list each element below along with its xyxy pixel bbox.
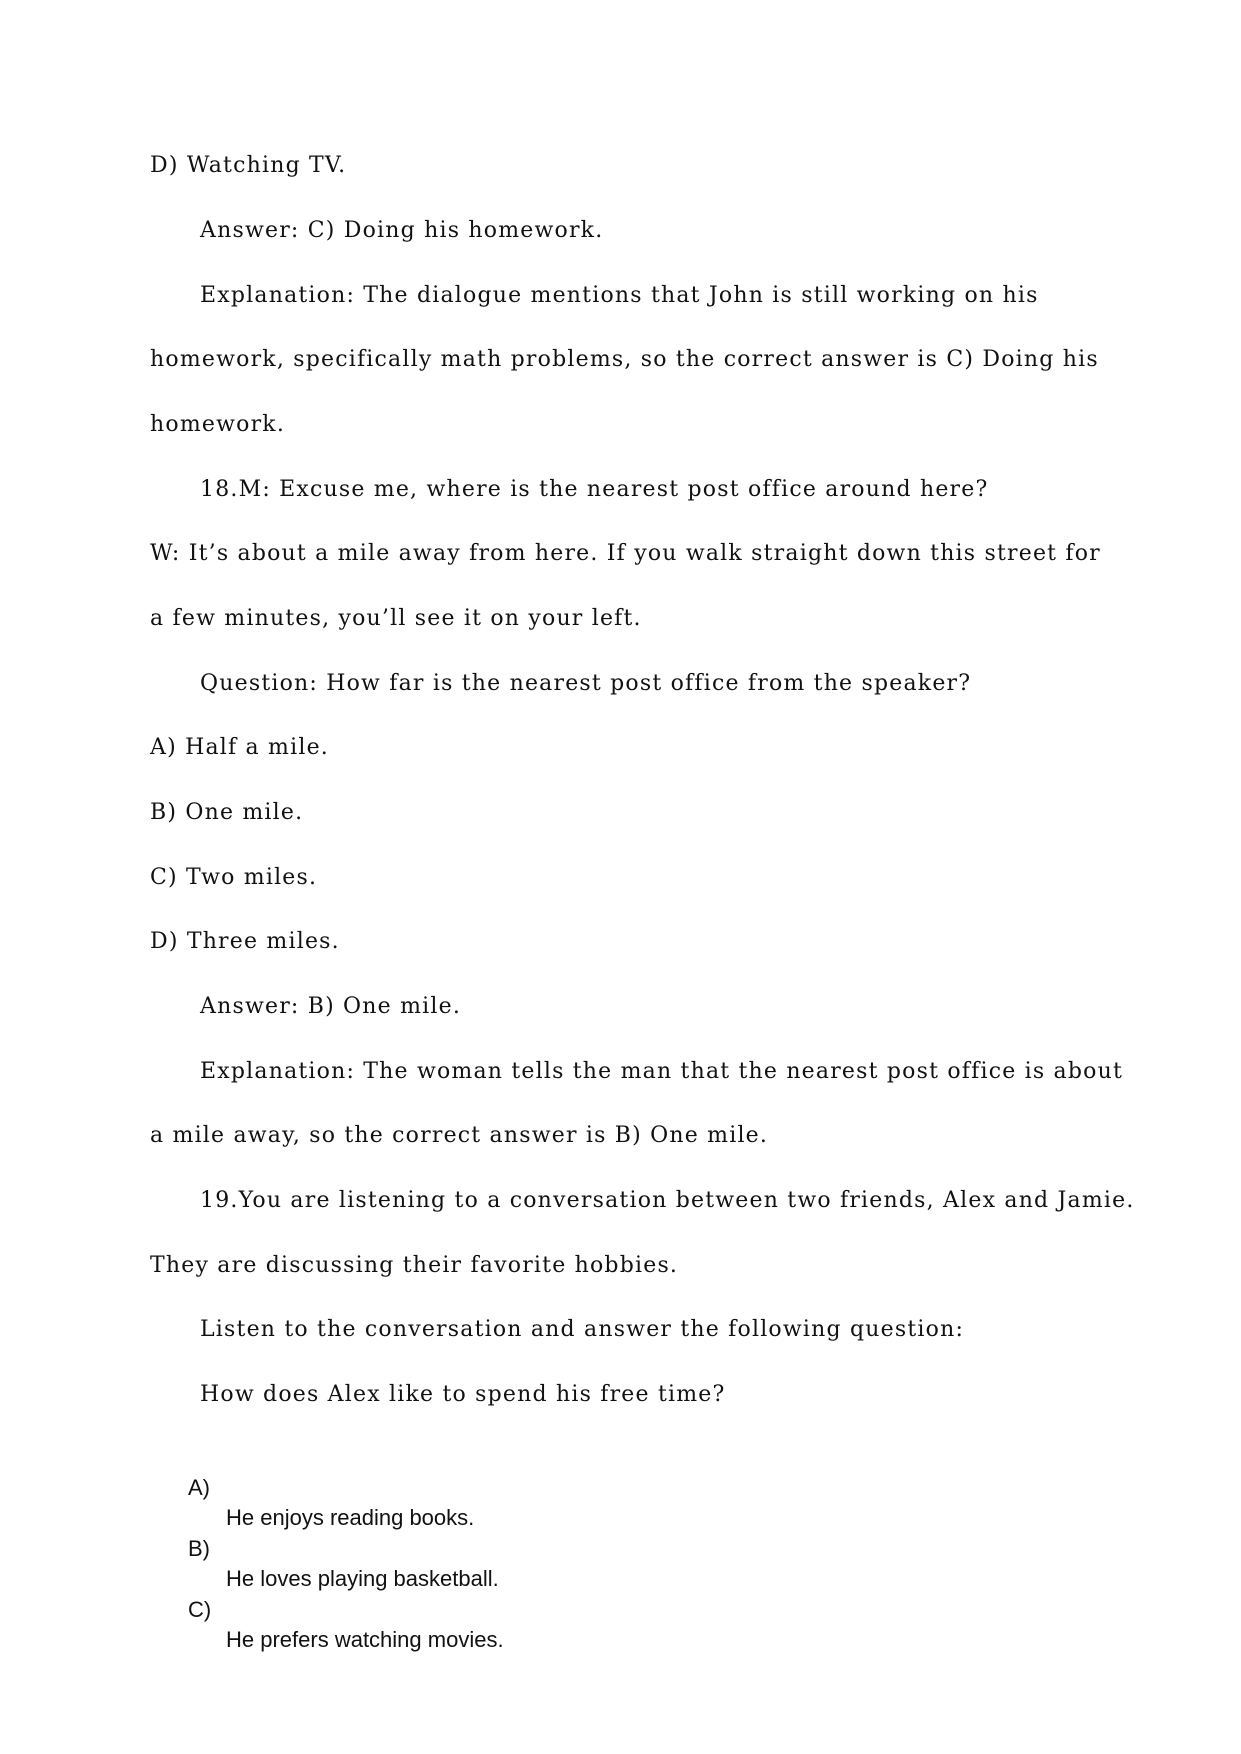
option-d-watching-tv: D) Watching TV. xyxy=(150,153,347,178)
explanation-17-line-1: Explanation: The dialogue mentions that John is still working on his xyxy=(200,283,1039,308)
question-18-option-d: D) Three miles. xyxy=(150,929,340,954)
option-text: He enjoys reading books. xyxy=(226,1505,475,1530)
option-text: He prefers watching movies. xyxy=(226,1627,504,1652)
option-letter: B) xyxy=(188,1536,210,1561)
question-18-option-b: B) One mile. xyxy=(150,800,304,825)
explanation-17-line-2: homework, specifically math problems, so the correct answer is C) Doing his xyxy=(150,347,1099,372)
answer-17: Answer: C) Doing his homework. xyxy=(200,218,604,243)
question-18-dialogue-woman-line-1: W: It’s about a mile away from here. If you walk straight down this street for xyxy=(150,541,1101,566)
question-18-dialogue-woman-line-2: a few minutes, you’ll see it on your left. xyxy=(150,606,642,631)
question-19-intro-line-2: They are discussing their favorite hobbies. xyxy=(150,1253,679,1278)
question-18-prompt: Question: How far is the nearest post office from the speaker? xyxy=(200,671,972,696)
question-18-option-a: A) Half a mile. xyxy=(150,735,329,760)
question-18-dialogue-man: 18.M: Excuse me, where is the nearest post office around here? xyxy=(200,477,989,502)
explanation-18-line-2: a mile away, so the correct answer is B) One mile. xyxy=(150,1123,769,1148)
answer-18: Answer: B) One mile. xyxy=(200,994,462,1019)
question-19-option-c xyxy=(0,1565,1241,1685)
option-letter: A) xyxy=(188,1475,210,1500)
question-19-intro-line-1: 19.You are listening to a conversation between two friends, Alex and Jamie. xyxy=(200,1188,1135,1213)
question-18-option-c: C) Two miles. xyxy=(150,865,318,890)
explanation-18-line-1: Explanation: The woman tells the man that the nearest post office is about xyxy=(200,1059,1124,1084)
option-text: He loves playing basketball. xyxy=(226,1566,499,1591)
option-letter: C) xyxy=(188,1597,212,1622)
explanation-17-line-3: homework. xyxy=(150,412,286,437)
question-19-instruction: Listen to the conversation and answer the following question: xyxy=(200,1317,965,1342)
question-19-prompt: How does Alex like to spend his free time? xyxy=(200,1382,726,1407)
